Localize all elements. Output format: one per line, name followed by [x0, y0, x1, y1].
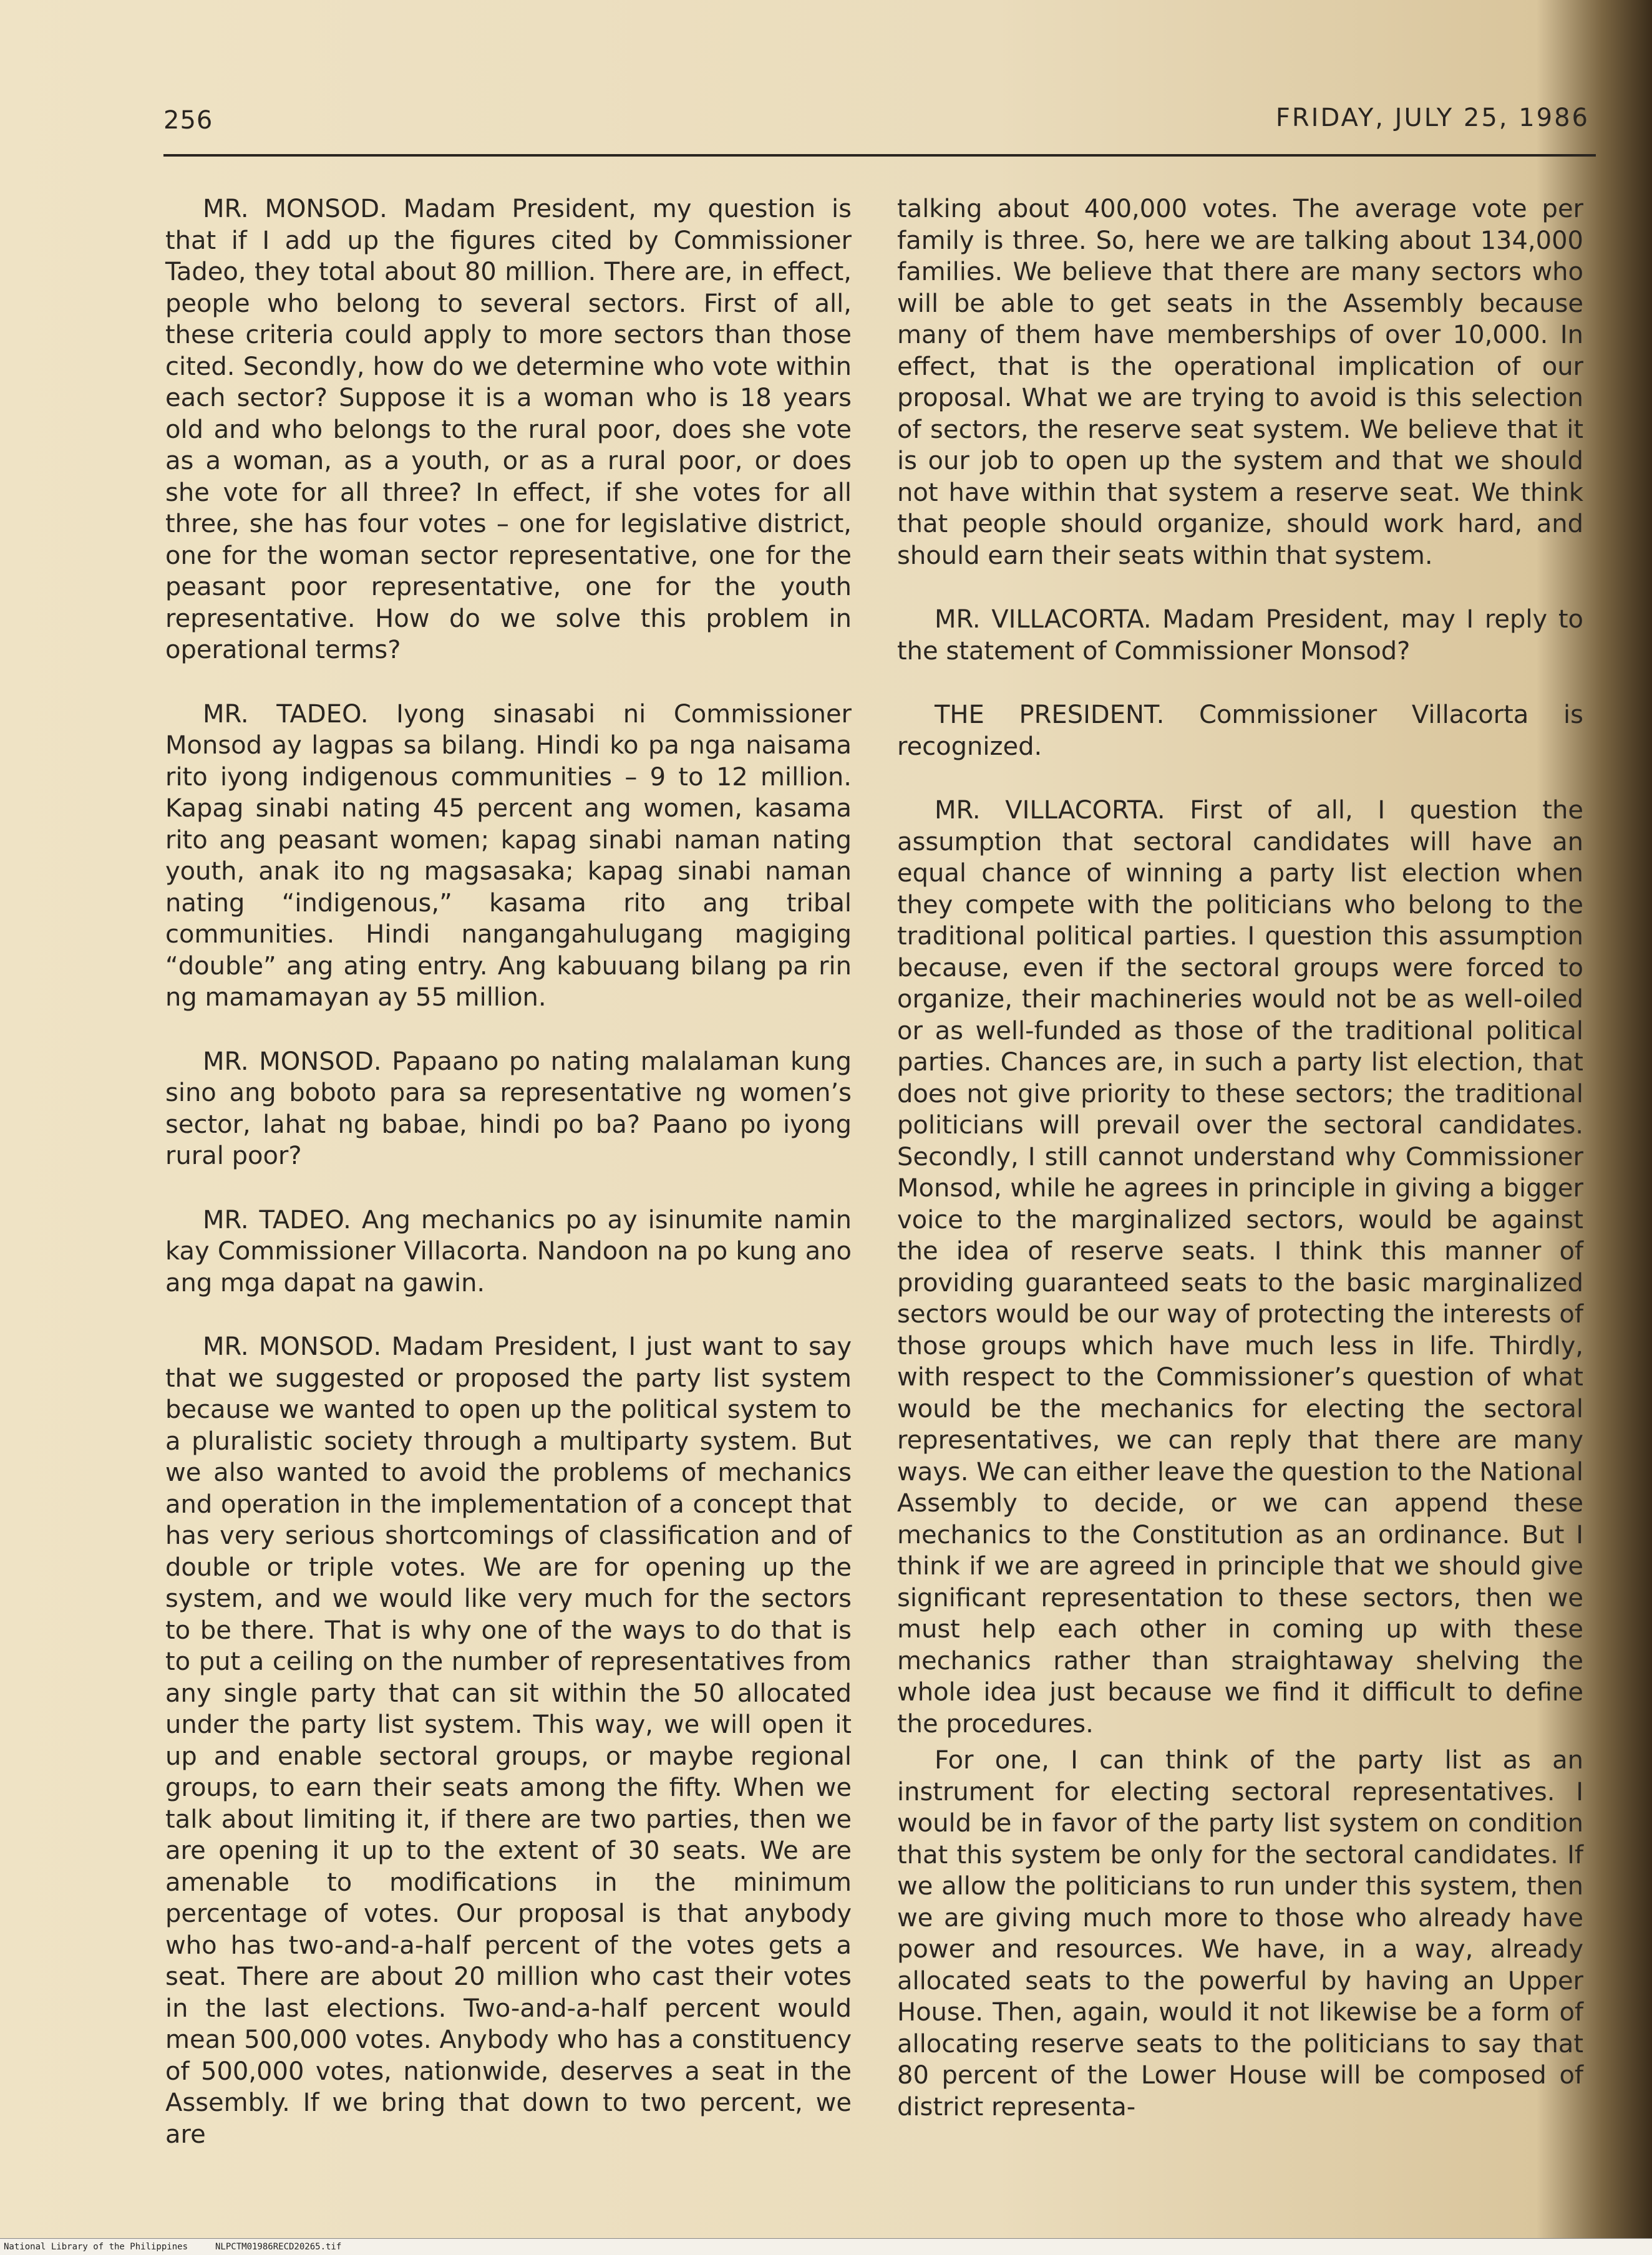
header-rule [163, 154, 1596, 157]
paragraph-president-recognition: THE PRESIDENT. Commissioner Villacorta is recognized. [897, 701, 1583, 761]
paragraph-villacorta-reply: MR. VILLACORTA. First of all, I question the assumption that sectoral candidates will have an equal chance of winning a party list election when they compete with the politicians who belong to the traditional political parties. I question this assumption because, even if the sectoral groups were forced to organize, their machineries would not be as well-oiled or as well-funded as those of the traditional political parties. Chances are, in such a party list election, that does not give priority to these sectors; the traditional politicians will prevail over the sectoral candidates. Secondly, I still cannot understand why Commissioner Monsod, while he agrees in principle in giving a bigger voice to the marginalized sectors, would be against the idea of reserve seats. I think this manner of providing guaranteed seats to the basic marginalized sectors would be our way of protecting the interests of those groups which have much less in life. Thirdly, with respect to the Commissioner’s question of what would be the mechanics for electing the sectoral representatives, we can reply that there are many ways. We can either leave the question to the National Assembly to decide, or we can append these mechanics to the Constitution as an ordinance. But I think if we are agreed in principle that we should give significant representation to these sectors, then we must help each other in coming up with these mechanics rather than straightaway shelving the whole idea just because we find it difficult to define the procedures. [897, 796, 1583, 1739]
paragraph-villacorta-request: MR. VILLACORTA. Madam President, may I reply to the statement of Commissioner Monsod? [897, 605, 1583, 666]
paragraph-tadeo-mechanics: MR. TADEO. Ang mechanics po ay isinumite namin kay Commissioner Villacorta. Nandoon na po kung ano ang mga dapat na gawin. [165, 1205, 852, 1297]
scan-footer [0, 2238, 1652, 2255]
right-column [897, 193, 1583, 2155]
page-number: 256 [163, 106, 213, 135]
paragraph-monsod-continued: talking about 400,000 votes. The average vote per family is three. So, here we are talking about 134,000 families. We believe that there are many sectors who will be able to get seats in the Assembly because many of them have memberships of over 10,000. In effect, that is the operational implication of our proposal. What we are trying to avoid is this selection of sectors, the reserve seat system. We believe that it is our job to open up the system and that we should not have within that system a reserve seat. We think that people should organize, should work hard, and should earn their seats within that system. [897, 195, 1583, 570]
page-date-header: FRIDAY, JULY 25, 1986 [1275, 104, 1590, 132]
footer-file: NLPCTM01986RECD20265.tif [215, 2242, 342, 2252]
footer-library: National Library of the Philippines [4, 2242, 188, 2252]
left-column [165, 193, 852, 2183]
paragraph-monsod-question: MR. MONSOD. Madam President, my question is that if I add up the figures cited by Commissioner Tadeo, they total about 80 million. There are, in effect, people who belong to several sectors. First of all, these criteria could apply to more sectors than those cited. Secondly, how do we determine who vote within each sector? Suppose it is a woman who is 18 years old and who belongs to the rural poor, does she vote as a woman, as a youth, or as a rural poor, or does she vote for all three? In effect, if she votes for all three, she has four votes – one for legislative district, one for the woman sector representative, one for the peasant poor representative, one for the youth representative. How do we solve this problem in operational terms? [165, 195, 852, 664]
paragraph-villacorta-party-list: For one, I can think of the party list as an instrument for electing sectoral representatives. I would be in favor of the party list system on condition that this system be only for the sectoral candidates. If we allow the politicians to run under this system, then we are giving much more to those who already have power and resources. We have, in a way, already allocated seats to the powerful by having an Upper House. Then, again, would it not likewise be a form of allocating reserve seats to the politicians to say that 80 percent of the Lower House will be composed of district representa- [897, 1746, 1583, 2122]
paragraph-tadeo-reply: MR. TADEO. Iyong sinasabi ni Commissioner Monsod ay lagpas sa bilang. Hindi ko pa nga naisama rito iyong indigenous communities – 9 to 12 million. Kapag sinabi nating 45 percent ang women, kasama rito ang peasant women; kapag sinabi naman nating youth, anak ito ng magsasaka; kapag sinabi naman nating “indigenous,” kasama rito ang tribal communities. Hindi nangangahulugang magiging “double” ang ating entry. Ang kabuuang bilang pa rin ng mamamayan ay 55 million. [165, 699, 852, 1012]
paragraph-monsod-party-list: MR. MONSOD. Madam President, I just want to say that we suggested or proposed the party list system because we wanted to open up the political system to a pluralistic society through a multiparty system. But we also wanted to avoid the problems of mechanics and operation in the implementation of a concept that has very serious shortcomings of classification and of double or triple votes. We are for opening up the system, and we would like very much for the sectors to be there. That is why one of the ways to do that is to put a ceiling on the number of representatives from any single party that can sit within the 50 allocated under the party list system. This way, we will open it up and enable sectoral groups, or maybe regional groups, to earn their seats among the fifty. When we talk about limiting it, if there are two parties, then we are opening it up to the extent of 30 seats. We are amenable to modifications in the minimum percentage of votes. Our proposal is that anybody who has two-and-a-half percent of the votes gets a seat. There are about 20 million who cast their votes in the last elections. Two-and-a-half percent would mean 500,000 votes. Anybody who has a constituency of 500,000 votes, nationwide, deserves a seat in the Assembly. If we bring that down to two percent, we are [165, 1332, 852, 2149]
paragraph-monsod-followup: MR. MONSOD. Papaano po nating malalaman kung sino ang boboto para sa representative ng women’s sector, lahat ng babae, hindi po ba? Paano po iyong rural poor? [165, 1047, 852, 1170]
